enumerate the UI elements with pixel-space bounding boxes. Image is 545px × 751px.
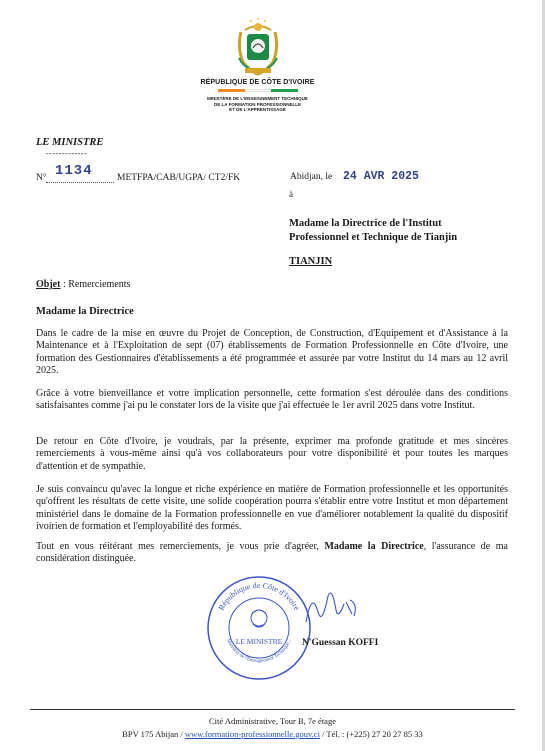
closing-start: Tout en vous réitérant mes remerciements, je vous prie d'agréer, bbox=[36, 541, 325, 552]
body-paragraph-4: Je suis convaincu qu'avec la longue et riche expérience en matière de Formation professionnelle et les opportunités qu'offrent les résultats de cette visite, une solide coopération pourra s'établir entre votre Institut et mon département ministériel dans le domaine de la Formation professionnelle en vue d'améliorer notablement la qualité du dispositif ivoirien de formation et l'employabilité des formés. bbox=[36, 484, 508, 533]
republic-title: RÉPUBLIQUE DE CÔTE D'IVOIRE bbox=[200, 79, 315, 86]
footer-address: Cité Administrative, Tour B, 7e étage bbox=[209, 716, 336, 726]
ministry-line: MINISTÈRE DE L'ENSEIGNEMENT TECHNIQUE bbox=[207, 96, 308, 101]
svg-text:LE MINISTRE: LE MINISTRE bbox=[235, 637, 283, 646]
ministry-line: DE LA FORMATION PROFESSIONNELLE bbox=[213, 101, 301, 107]
sender-separator: ------------- bbox=[46, 149, 88, 158]
recipient-city: TIANJIN bbox=[289, 256, 333, 267]
reference-code: METFPA/CAB/UGPA/ CT2/FK bbox=[117, 173, 241, 183]
footer-divider bbox=[30, 709, 515, 710]
sender-title: LE MINISTRE bbox=[36, 137, 104, 148]
national-flag-bar bbox=[218, 89, 298, 92]
address-preposition: à bbox=[289, 189, 293, 199]
recipient-line-2: Professionnel et Technique de Tianjin bbox=[289, 232, 458, 243]
svg-text:République de Côte d'Ivoire: République de Côte d'Ivoire bbox=[216, 580, 302, 612]
reference-number: 1134 bbox=[55, 163, 93, 179]
date-stamp: 24 AVR 2025 bbox=[343, 170, 419, 183]
body-paragraph-1: Dans le cadre de la mise en œuvre du Projet de Conception, de Construction, d'Equipement et d'Assistance à la Maintenance et à l'Exploitation de sept (07) établissements de Formation Professionnelle en Côte d'Ivoire, une formation des Gestionnaires d'établissements a été programmée et assurée par votre Institut du 14 mars au 12 avril 2025. bbox=[36, 328, 508, 377]
svg-text:Ministère de l'Enseignement Te: Ministère de l'Enseignement Technique... bbox=[225, 638, 293, 665]
salutation: Madame la Directrice bbox=[36, 306, 134, 317]
subject-text: : Remerciements bbox=[60, 279, 131, 290]
recipient-line-1: Madame la Directrice de l'Institut bbox=[289, 218, 442, 229]
official-stamp bbox=[205, 574, 313, 682]
place: Abidjan, le bbox=[290, 172, 333, 182]
footer-phone: / Tél. : (+225) 27 20 27 85 33 bbox=[319, 729, 423, 739]
signatory-name: N'Guessan KOFFI bbox=[302, 638, 379, 648]
coat-of-arms-emblem bbox=[233, 18, 283, 78]
body-paragraph-2: Grâce à votre bienveillance et votre implication personnelle, cette formation s'est déroulée dans des conditions satisfaisantes comme j'ai pu le constater lors de la visite que j'ai effectuée le 1er avril 2025 dans votre Institut. bbox=[36, 388, 508, 412]
ministry-name bbox=[185, 96, 330, 113]
footer-po-box: BPV 175 Abijan / bbox=[122, 729, 185, 739]
handwritten-signature bbox=[302, 582, 362, 632]
footer-website-link[interactable]: www.formation-professionnelle.gouv.ci bbox=[184, 729, 320, 739]
closing-addressee: Madame la Directrice bbox=[324, 541, 424, 552]
footer-contact bbox=[0, 729, 545, 739]
closing-paragraph bbox=[36, 541, 508, 566]
reference-label: N° bbox=[36, 173, 47, 183]
recipient-block bbox=[289, 217, 519, 245]
ministry-line: ET DE L'APPRENTISSAGE bbox=[229, 107, 286, 112]
subject-line bbox=[36, 279, 130, 290]
body-paragraph-3: De retour en Côte d'Ivoire, je voudrais, par la présente, exprimer ma profonde gratitude et mes sincères remerciements à vous-même ainsi qu'à vos collaborateurs pour votre disponibilité et pour toutes les marques d'attention et de sympathie. bbox=[36, 436, 508, 472]
subject-label: Objet bbox=[36, 279, 61, 290]
closing-end: , l'assurance de ma considération distinguée. bbox=[36, 541, 508, 565]
